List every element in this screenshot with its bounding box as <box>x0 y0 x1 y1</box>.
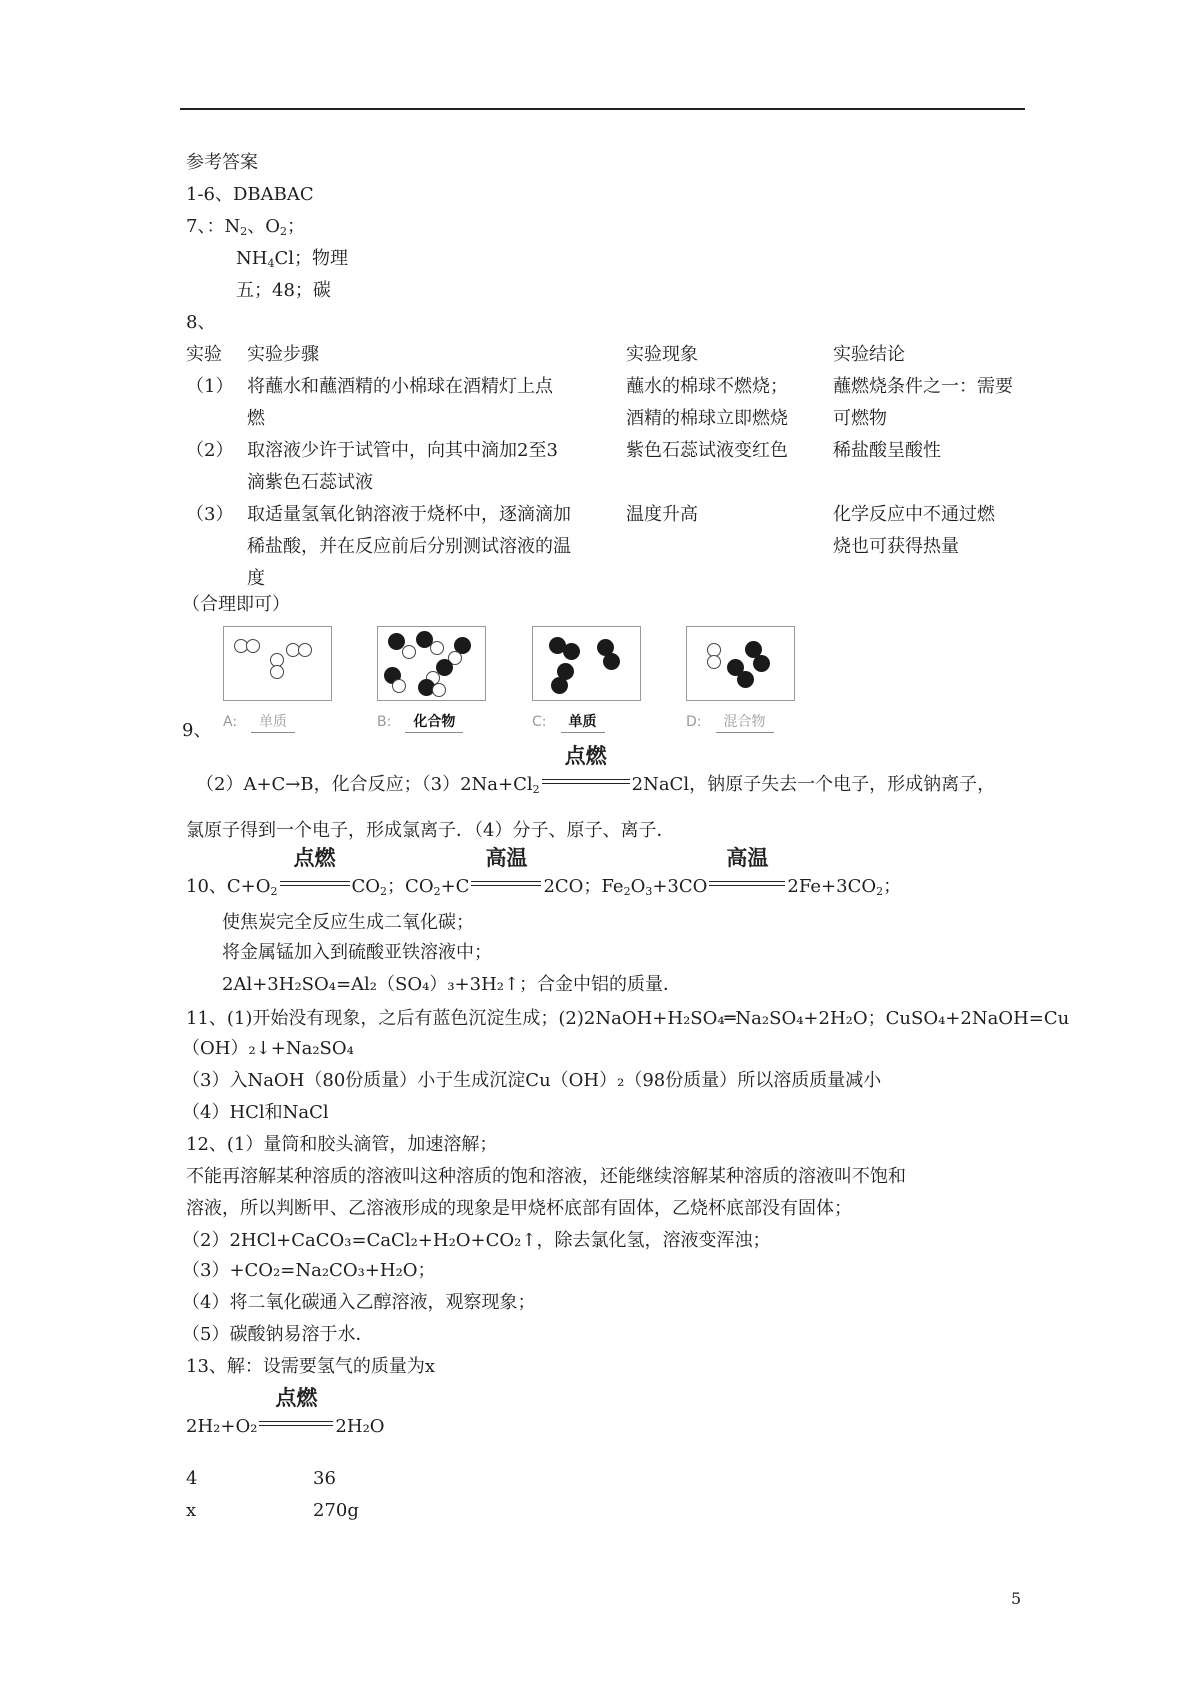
white-atom <box>402 645 416 659</box>
reaction-arrow: 点燃 <box>540 772 632 790</box>
ratio-row-2-right: 270g <box>313 1500 359 1521</box>
white-atom <box>430 641 444 655</box>
answer-12-line1: 12、(1）量筒和胶头滴管，加速溶解； <box>186 1134 498 1155</box>
answer-1-6: 1-6、DBABAC <box>186 184 314 205</box>
table-header-no: 实验 <box>186 344 222 365</box>
table-row-2-conclusion: 稀盐酸呈酸性 <box>833 440 941 461</box>
reaction-arrow: 高温 <box>469 874 543 892</box>
diagram-label-c: C: 单质 <box>532 711 605 733</box>
black-atom <box>737 671 754 688</box>
header-rule <box>180 108 1025 110</box>
answer-13-line1: 13、解：设需要氢气的质量为x <box>186 1356 436 1377</box>
table-row-3-conclusion: 烧也可获得热量 <box>833 536 959 557</box>
heading: 参考答案 <box>186 152 258 173</box>
table-header-phenomenon: 实验现象 <box>626 344 698 365</box>
table-row-2-step: 滴紫色石蕊试液 <box>247 472 373 493</box>
particle-diagram-d <box>686 626 795 701</box>
answer-7-line3: 五；48；碳 <box>236 280 331 301</box>
reaction-arrow: 点燃 <box>257 1414 335 1432</box>
white-atom <box>298 643 312 657</box>
table-row-3-step: 度 <box>247 568 265 589</box>
white-atom <box>707 655 721 669</box>
table-note: （合理即可） <box>182 594 290 615</box>
table-row-3-conclusion: 化学反应中不通过燃 <box>833 504 995 525</box>
answer-12-line6: （4）将二氧化碳通入乙醇溶液，观察现象； <box>182 1292 536 1313</box>
table-row-1-step: 燃 <box>247 408 265 429</box>
answer-12-line2: 不能再溶解某种溶质的溶液叫这种溶质的饱和溶液，还能继续溶解某种溶质的溶液叫不饱和 <box>186 1166 906 1187</box>
white-atom <box>432 683 446 697</box>
answer-12-line4: （2）2HCl+CaCO₃=CaCl₂+H₂O+CO₂↑，除去氯化氢，溶液变浑浊； <box>182 1230 771 1251</box>
ratio-row-1-right: 36 <box>313 1468 336 1489</box>
white-atom <box>246 639 260 653</box>
white-atom <box>392 679 406 693</box>
answer-10-line3: 2Al+3H₂SO₄=Al₂（SO₄）₃+3H₂↑；合金中铝的质量． <box>222 974 682 995</box>
diagram-label-d: D: 混合物 <box>686 711 774 733</box>
answer-12-line5: （3）+CO₂=Na₂CO₃+H₂O； <box>182 1260 436 1281</box>
answer-10-line1: 使焦炭完全反应生成二氧化碳； <box>222 912 474 933</box>
black-atom <box>551 677 568 694</box>
answer-12-line3: 溶液，所以判断甲、乙溶液形成的现象是甲烧杯底部有固体，乙烧杯底部没有固体； <box>186 1198 852 1219</box>
answer-7-line1: 7、：$N_2$、$O_2$； <box>186 216 305 238</box>
answer-13-equation: 2H₂+O₂ 点燃 2H₂O <box>186 1386 385 1437</box>
answer-11-line3: （3）入NaOH（80份质量）小于生成沉淀Cu（OH）₂（98份质量）所以溶质质量减小 <box>182 1070 882 1091</box>
answer-7-line2: $NH_4Cl$；物理 <box>236 248 348 270</box>
answer-11-line1: 11、(1)开始没有现象，之后有蓝色沉淀生成；(2)2NaOH+H₂SO₄═Na₂SO₄+2H₂O；CuSO₄+2NaOH=Cu <box>186 1008 1070 1029</box>
table-row-3-no: （3） <box>186 504 234 525</box>
table-row-3-phenomenon: 温度升高 <box>626 504 698 525</box>
answer-11-line2: （OH）₂↓+Na₂SO₄ <box>182 1038 354 1059</box>
table-row-2-no: （2） <box>186 440 234 461</box>
answer-8-number: 8、 <box>186 312 216 333</box>
answer-11-line4: （4）HCl和NaCl <box>182 1102 329 1123</box>
table-row-1-no: （1） <box>186 376 234 397</box>
white-atom <box>270 665 284 679</box>
answer-9-line2: 氯原子得到一个电子，形成氯离子．（4）分子、原子、离子． <box>186 820 675 841</box>
diagram-label-b: B: 化合物 <box>377 711 463 733</box>
answer-10-line2: 将金属锰加入到硫酸亚铁溶液中； <box>222 942 492 963</box>
ratio-row-2-left: x <box>186 1500 197 1521</box>
particle-diagram-a <box>223 626 332 701</box>
table-header-step: 实验步骤 <box>247 344 319 365</box>
answer-12-line7: （5）碳酸钠易溶于水． <box>182 1324 374 1345</box>
reaction-arrow: 点燃 <box>278 874 352 892</box>
black-atom <box>563 643 580 660</box>
particle-diagram-b <box>377 626 486 701</box>
table-header-conclusion: 实验结论 <box>833 344 905 365</box>
particle-diagram-c <box>532 626 641 701</box>
table-row-2-step: 取溶液少许于试管中，向其中滴加2至3 <box>247 440 558 461</box>
table-row-2-phenomenon: 紫色石蕊试液变红色 <box>626 440 788 461</box>
black-atom <box>603 653 620 670</box>
table-row-1-phenomenon: 酒精的棉球立即燃烧 <box>626 408 788 429</box>
page-number: 5 <box>1011 1589 1022 1608</box>
table-row-3-step: 取适量氢氧化钠溶液于烧杯中，逐滴滴加 <box>247 504 571 525</box>
ratio-row-1-left: 4 <box>186 1468 198 1489</box>
answer-9-number: 9、 <box>182 720 212 741</box>
table-row-3-step: 稀盐酸，并在反应前后分别测试溶液的温 <box>247 536 571 557</box>
black-atom <box>753 655 770 672</box>
diagram-label-a: A: 单质 <box>223 711 295 733</box>
answer-9-part2: （2）A+C→B，化合反应；$(3)2Na+Cl_2$ 点燃 2NaCl，钠原子失去一个电子，形成钠离子， <box>196 744 996 796</box>
answer-10-equations: 10、$C+O_2$ 点燃 $CO_2$；$CO_2+C$ 高温 2CO；$Fe_2O_3+3CO$ 高温 $2Fe+3CO_2$； <box>186 846 902 898</box>
table-row-1-phenomenon: 蘸水的棉球不燃烧； <box>626 376 788 397</box>
table-row-1-conclusion: 可燃物 <box>833 408 887 429</box>
table-row-1-conclusion: 蘸燃烧条件之一：需要 <box>833 376 1013 397</box>
reaction-arrow: 高温 <box>707 874 787 892</box>
table-row-1-step: 将蘸水和蘸酒精的小棉球在酒精灯上点 <box>247 376 553 397</box>
